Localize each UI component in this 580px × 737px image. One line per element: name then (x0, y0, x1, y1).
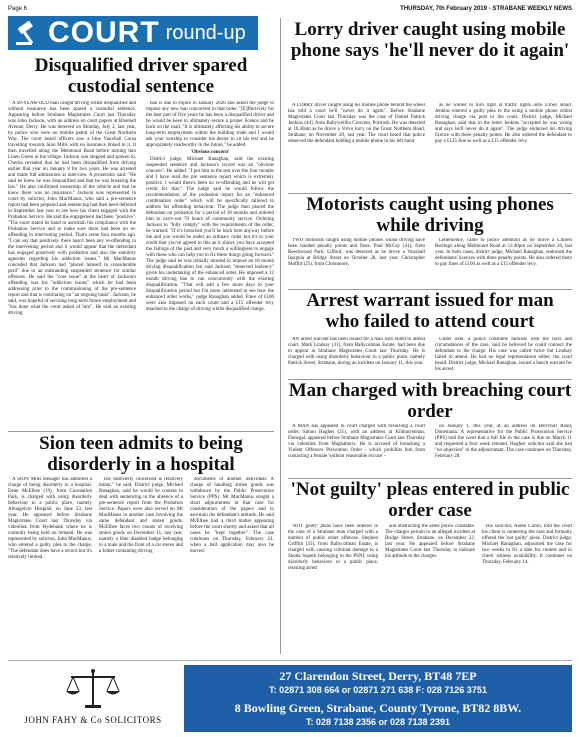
story6-col1: A MAN has appeared in court charged with breaching a court order. Simon Hughes (21), with an address at Kilmacrennan, Donegal, appeared before Strabane Magistrates Court last Thursday via videolink from Maghaberry. He is accused of breaching a Violent Offences Prevention Order - which prohibits him from contacting a female 'without reasonable excuse' - (288, 424, 425, 459)
divider (8, 431, 274, 432)
date-line: THURSDAY, 7th February 2019 - STRABANE WEEKLY NEWS (400, 6, 572, 12)
page-header (8, 4, 572, 14)
address-derry: 27 Clarendon Street, Derry, BT48 7EP (279, 669, 477, 683)
story2-col2: The disorderly concerned is relatively minor," he said. District judge, Michael Ranaghan, said he would be content to deal with sentencing in the absence of a pre-sentence report from the Probation Service. Papers were also served on Mr MacManus in another case involving the same defendant and stolen goods. McElhee faces two counts of receiving stolen goods on December 11, last year, namely a blue disabled badge belonging to a male and the front of a car stereo and a folder containing driving (99, 477, 183, 554)
story4-headline: Motorists caught using phones while driving (306, 194, 554, 236)
story5-col2: Under oath, a police constable familiar with the facts and circumstances of the case, said he believed he could connect the defendant to the charge. His case was called twice but Lindsay failed to attend. He had no legal representation either, the court heard. District judge, Michael Ranaghan, issued a bench warrant for his arrest. (435, 337, 572, 372)
address-strabane: 8 Bowling Green, Strabane, County Tyrone, BT82 8BW. (234, 701, 522, 715)
story1-col2: ban is due to expire in January 2020 and asked the judge to impose any new ban concurrent to that order. "[E]ffectively for the best part of five years he has been a disqualified driver and he would be keen to ultimately secure a proper licence and be back on the road. "It is ultimately affecting his ability to secure long-term employment within the building trade and I would ask your worship to consider his desire to sit his test and be appropriately roadworthy in the future," he added. (146, 101, 274, 148)
story5-headline: Arrest warrant issued for man who failed to attend court (306, 290, 554, 332)
gavel-icon (8, 16, 48, 50)
story1-headline: Disqualified driver spared custodial sentence (34, 55, 248, 97)
story5-col1: AN arrest warrant has been issued for a man who failed to attend court. Mark Lindsay (31), from Ballycolman Estate, had been due to appear at Strabane Magistrates Court last Thursday. He is charged with using disorderly behaviour in a public place, namely Patrick Street, Strabane, during an incident on January 11, this year. (288, 337, 425, 366)
story2-col1: A SION Mills teenager has admitted a charge of being disorderly in a hospital. Dean McElhee (19), from Coronation Park, is charged with using disorderly behaviour in a public place, namely Altnagelvin Hospital, on June 23, last year. He appeared before Strabane Magistrates Court last Thursday via videolink from Hydebank where he is currently being held on remand. He was represented by solicitor, John MacManus, who entered a guilty plea to the charge. "The defendant does have a record but it's relatively limited. (8, 477, 92, 560)
story7-col1: 'NOT guilty' pleas have been entered in the case of a Strabane man charged with a number of public order offences. Stephen Griffith (33), from Ballycolman Estate, is charged with causing criminal damage to a Skoda Superb belonging to the PSNI, using disorderly behaviour in a public place, resisting arrest (288, 524, 378, 571)
story7-col2: and obstructing the same police constable. The charges pertain to an alleged incident at Bridge Street, Strabane, on December 22, last year. He appeared before Strabane Magistrates Court last Thursday to indicate his attitude to the charges. (385, 524, 475, 559)
story2-col3: documents of another individual. A charge of handling stolen goods was withdrawn by the Public Prosecution Service (PPS). Mr MacManus sought a short adjournment in that case for consideration of the papers and to ascertain the defendant's attitude. He said McElhee had a third matter appearing before the court shortly and asked that all cases be "kept together". The case continues on Thursday, February 21, when a bail application may also be moved. (190, 477, 274, 554)
story7-body (288, 524, 572, 654)
story2-body (8, 477, 274, 655)
advert-contact-panel (184, 665, 572, 732)
telephone-derry: T: 02871 308 664 or 02871 271 638 F: 028 7126 3751 (269, 685, 487, 695)
story4-col1: TWO motorists caught using mobile phones whilst driving have been handed penalty points and fines. Paul McCay (41), from Beechwood Park, Lifford, was detected as he drove a Vauxhall Insignia at Bridge Street on October 28, last year. Christopher Moffitt (25), from Cloonmore, (288, 238, 425, 267)
story6-headline: Man charged with breaching court order (288, 380, 572, 422)
court-roundup-banner (8, 16, 258, 50)
story4-body (288, 238, 572, 288)
firm-logo (8, 667, 178, 731)
story3-headline: Lorry driver caught using mobile phone says 'he'll never do it again' (290, 19, 570, 61)
story6-body (288, 424, 572, 476)
story4-col2: Letterkenny, came to police attention as he drove a Citroen Berlingo along Melmount Road at 12.40pm on September 26, last year. In both cases, district judge, Michael Ranaghan, endorsed the defendants' licences with three penalty points. He also ordered them to pay fines of £100 as well as a £15 offender levy. (435, 238, 572, 267)
story3-col2: as he waited to turn right at traffic lights onto Urney Road. Jenkins entered a guilty plea to the using a mobile phone whilst driving charge via post to the court. District judge, Michael Ranaghan, said that in the letter Jenkins "accepted he was wrong and says he'll never do it again". The judge endorsed his driving licence with three penalty points. He also ordered the defendant to pay a £125 fine as well as a £15 offender levy. (435, 103, 572, 144)
story2-headline: Sion teen admits to being disorderly in a hospital (39, 433, 243, 475)
firm-name: JOHN FAHY & Co SOLICITORS (24, 715, 162, 725)
banner-subtitle: round-up (165, 22, 246, 44)
story1-col2b: District judge, Michael Ranaghan, said the existing suspended sentence and Jackson's record was an "obvious concern". He added: "I put him to the test over the four months and I have read the pre sentence report which is extremely positive. I would there's been no re-offending and he will get credit for that." The judge said he would follow the recommendation of the probation report for an "enhanced combination order" which will be specifically tailored to address his offending behaviour. The judge then placed the defendant on probation for a period of 18 months and ordered him to carry-out 70 hours of community service. Ordering Jackson to "fully comply" with the requirements of the order, he warned: "If it's breached you'll be back here anyway before me and you would be under an ordinary order but it's to your credit that you've agreed to this as it shows you have accepted the failings of the past and very much a willingness to engage with those who can help you to fix these things going forward." The judge said he was initially minded to impose an 18 month driving disqualification but said Jackson "deserved leniency" given his undertaking of the enhanced order. He imposed a 12 month driving ban to run concurrently with the existing disqualification. "That will add a few more days to your disqualification period but I'm more interested to see how the enhanced order works," judge Ranaghan added. Fines of £100 were also imposed on each count and a £15 offender levy attached to the charge of driving whilst disqualified charge. (146, 157, 274, 312)
scales-of-justice-icon (63, 667, 123, 711)
story3-body (288, 103, 572, 191)
solicitor-advert (8, 660, 572, 734)
page-number: Page 6 (8, 6, 28, 12)
story6-col2: on January 1, this year, at an address on Berryhill Road, Donemana. A representative for the Public Prosecution Service (PPS) told the court that a full file in the case is due on March 11 and requested a four week remand. Hughes' solicitor said she had "no objection" to the adjournment. The case continues on Thursday, February 28. (435, 424, 572, 459)
telephone-strabane: T: 028 7138 2356 or 028 7138 2391 (305, 717, 451, 727)
story1-body (8, 101, 274, 429)
story1-col1: A 49-YEAR-OLD man caught driving whilst disqualified and without insurance has been spared a custodial sentence. Appearing before Strabane Magistrates Court last Thursday was John Jackson, with an address on court papers at Bluebell Avenue, Derry. He was detected on Monday, July 2, last year, by police who were on mobile patrol of the Great Northern Way. The court heard officers saw a blue Vauxhall Corsa travelling towards Sion Mills with no insurance linked to it. It then travelled along the Melmount Road before turning into Linen Green in the village. Jackson was stopped and spoken to. Checks revealed that he had been disqualified from driving earlier that year on January 8 for two years. He was arrested and made full admissions at interview. A prosecutor said: "He said he knew he was disqualified and that he was breaking the law." He also confirmed ownership of the vehicle and that he knew there was no insurance." Jackson was represented in court by solicitor, John MacManus, who said a pre-sentence report had been prepared and sentencing had then been deferred in September last year to see how his client engaged with the Probation Service. He said the engagement had been "positive". "The court stated its hand to ascertain his compliance with the Probation Service and to make sure there had been no re-offending in intervening period. That's some four months ago. "I can say that positively there hasn't been any re-offending in the intervening period and it would appear that the defendant has engaged positively with probation and also the statutory agencies regarding his addiction issues." Mr MacManus conceded that Jackson had "placed himself in considerable peril" due to an outstanding suspended sentence for similar offences. He said the "core issue" at the heart of Jackson's offending was his "addiction issues" which he had been addressing prior to the commissioning of the pre-sentence report and that is continuing on "an ongoing basis". Jackson, he said, was hopeful of securing long-term future employment and "has done what the court asked of him". He said an existing driving (8, 101, 136, 316)
column-divider (280, 18, 281, 654)
story1-subhead: 'Obvious concern' (190, 150, 230, 155)
banner-title: COURT (48, 16, 160, 49)
story5-body (288, 337, 572, 377)
story3-col1: A LORRY driver caught using his mobile phone behind the wheel has told a court he'll "never do it again". Before Strabane Magistrates Court last Thursday was the case of Daniel Patrick Jenkins (44), from Ballyweillin Crescent, Portrush. He was detected at 10.30am as he drove a Volvo lorry on the Great Northern Road, Strabane, on November 20, last year. The court heard that police observed the defendant holding a mobile phone in his left hand (288, 103, 425, 144)
story7-col3: His solicitor, Aiden Carlin, told the court his client is contesting the case and formally offered the 'not guilty' pleas. District judge, Michael Ranaghan, adjourned the case for two weeks to fix a date for contest and to check witness availability. It continues on Thursday, February 14. (482, 524, 572, 565)
story7-headline: 'Not guilty' pleas entered in public order case (290, 479, 570, 521)
